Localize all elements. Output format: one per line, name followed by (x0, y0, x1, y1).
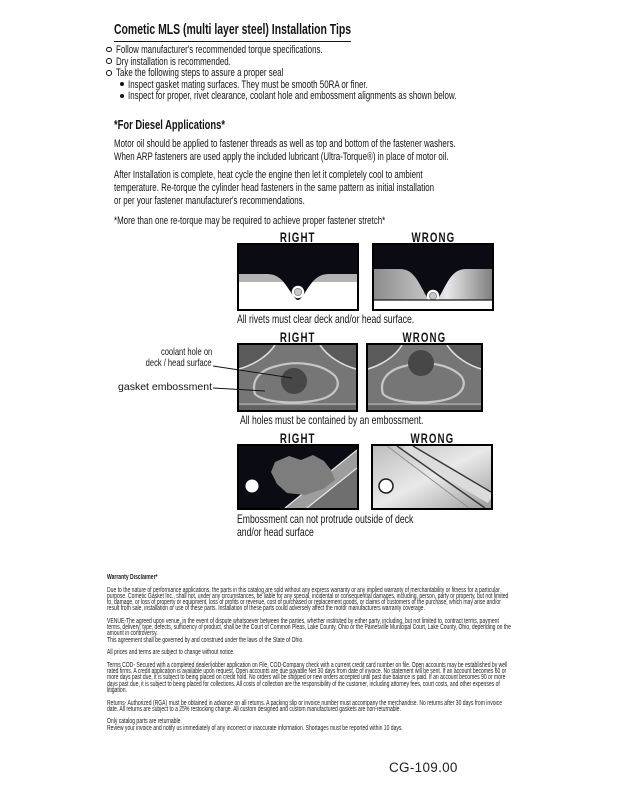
diesel-section (114, 117, 589, 228)
rivet-wrong-art (374, 245, 492, 309)
list-item (106, 44, 584, 56)
wrong-label (366, 330, 483, 343)
hole-wrong-diagram (366, 343, 483, 412)
diagram-labels (237, 230, 494, 243)
coolant-leader-line (213, 366, 292, 378)
disclaimer-paragraph: VENUE-The agreed upon venue, in the event of dispute whatsoever between the parties, whether instituted by either party, including, but not limited to, contract terms, payment terms, delivery, type, defects, sufficiency of product, shall be the Court of Common Pleas, Lake County, Ohio or the Painesville Municipal Court, Lake County, Ohio, depending on the amount in controversy. (107, 618, 511, 638)
disclaimer-paragraph: All prices and terms are subject to change without notice. (107, 649, 235, 657)
diagram-row-rivets (237, 230, 494, 326)
right-label-text: RIGHT (280, 230, 316, 245)
page-number: CG-109.00 (389, 760, 458, 775)
leader-lines (205, 350, 317, 398)
paragraph-line: or per your fastener manufacturer's recommendations. (114, 195, 305, 207)
paragraph-line: After Installation is complete, heat cycle the engine then let it completely cool to ambient (114, 169, 423, 181)
retorque-note-text: *More than one re-torque may be required to achieve proper fastener stretch* (114, 215, 386, 227)
right-label (237, 431, 359, 444)
wrong-label (372, 230, 494, 243)
protrusion-wrong-diagram (371, 444, 493, 510)
diesel-heading-text: *For Diesel Applications* (114, 117, 225, 132)
rivet-right-diagram (237, 243, 359, 311)
disclaimer-paragraph: This agreement shall be governed by and construed under the laws of the State of Ohio. (107, 636, 304, 644)
disclaimer-paragraph: Terms COD- Secured with a completed dealer/jobber application on File, COD-Company check with a current credit card number on file. Open accounts may be established by well rated firms. A credit application is available upon request. Open accounts are due payable Net 30 days from date of invoice. No statement will be sent. If an account becomes 60 or more days past due, it is subject to being placed on credit hold. No orders will be shipped or new orders accepted until past due balance is paid. If an account becomes 90 or more days past due, it is subject to being placed for collections. All costs of collection are the responsibility of the customer, including attorney fees, court costs, and other expenses of litigation. (107, 662, 508, 694)
wrong-label (371, 431, 493, 444)
diesel-heading (114, 117, 589, 132)
page-title-text: Cometic MLS (multi layer steel) Installation Tips (114, 22, 351, 42)
dot-bullet-icon (120, 82, 124, 86)
embossment-leader-line (213, 388, 265, 391)
embossment-label-text: gasket embossment (118, 381, 212, 393)
rivet-right-art (239, 245, 357, 309)
warranty-disclaimer (107, 575, 512, 732)
gasket-embossment-label (100, 382, 212, 393)
hole-caption-text: All holes must be contained by an embossment. (240, 413, 424, 427)
tip-text: Follow manufacturer's recommended torque specifications. (115, 44, 323, 56)
disclaimer-paragraph: Only catalog parts are returnable. (107, 718, 182, 726)
hole-wrong-art (368, 345, 481, 410)
wrong-label-text: WRONG (411, 230, 455, 245)
tip-text: Inspect gasket mating surfaces. They must be smooth 50RA or finer. (128, 78, 368, 91)
protrusion-wrong-art (373, 446, 491, 508)
paragraph-line: temperature. Re-torque the cylinder head fasteners in the same pattern as initial installation (114, 182, 435, 194)
list-item (106, 67, 584, 79)
circle-bullet-icon (106, 47, 112, 53)
bolt-hole (379, 479, 393, 493)
diagram-labels (237, 431, 493, 444)
circle-bullet-icon (106, 58, 112, 64)
coolant-label-line: deck / head surface (146, 357, 212, 369)
disclaimer-paragraph: Review your invoice and notify us immediately of any incorrect or inaccurate information. Shortages must be reported within 10 days. (107, 724, 403, 732)
wrong-label-text: WRONG (402, 330, 447, 345)
rivet-caption (237, 313, 494, 326)
rivet-caption-text: All rivets must clear deck and/or head surface. (237, 312, 415, 326)
sub-list-item (106, 79, 584, 91)
diagram-row-protrusion (237, 431, 493, 538)
protrusion-caption-line: and/or head surface (237, 524, 314, 539)
protrusion-right-diagram (237, 444, 359, 510)
diesel-paragraph-1 (114, 138, 589, 164)
right-label-text: RIGHT (279, 330, 316, 345)
coolant-hole (408, 350, 434, 376)
list-item (106, 56, 584, 68)
paragraph-line: When ARP fasteners are used apply the included lubricant (Ultra-Torque®) in place of motor oil. (114, 151, 449, 163)
diesel-paragraph-2 (114, 169, 589, 208)
sub-list-item (106, 90, 584, 102)
tips-list (106, 44, 584, 102)
tip-text: Dry installation is recommended. (115, 55, 231, 68)
right-label (237, 330, 358, 343)
right-label (237, 230, 359, 243)
coolant-label-line: coolant hole on (160, 346, 212, 358)
rivet-wrong-diagram (372, 243, 494, 311)
bolt-hole (246, 480, 259, 493)
dot-bullet-icon (120, 94, 124, 98)
protrusion-caption-line: Embossment can not protrude outside of deck (237, 512, 414, 526)
retorque-note (114, 215, 589, 228)
coolant-hole-label (100, 347, 212, 369)
tip-text: Inspect for proper, rivet clearance, coolant hole and embossment alignments as shown below. (128, 90, 457, 103)
paragraph-line: Motor oil should be applied to fastener threads as well as top and bottom of the fastener washers. (114, 138, 456, 150)
disclaimer-paragraph: Returns- Authorized (RGA) must be obtained in advance on all returns. A packing slip or invoice number must accompany the merchandise. No returns after 30 days from invoice date. All returns are subject to a 25% restocking charge. All custom designed and custom manufactured gaskets are non-returnable. (107, 699, 502, 713)
wrong-label-text: WRONG (410, 431, 454, 446)
disclaimer-paragraph: Due to the nature of performance applications, the parts in this catalog are sold without any express warranty or any implied warranty of merchantability or fitness for a particular purpose. Cometic Gasket Inc., shall not, under any circumstances, be liable for any special, incidental or consequential damages, including, person, party or property, but not limited to, damage, or loss of property or equipment, loss of profits or revenue, cost of purchased or replacement goods, or claims of customers of the purchase, which may arise and/or result from sale, installation or use of these parts. Installation of these parts could adversely affect the motor manufacturers warranty coverage. (107, 586, 509, 613)
page-title (114, 22, 443, 42)
hole-caption (237, 414, 495, 427)
right-label-text: RIGHT (280, 431, 316, 446)
diagram-labels (237, 330, 495, 343)
protrusion-right-art (239, 446, 357, 508)
circle-bullet-icon (106, 70, 112, 76)
tip-text: Take the following steps to assure a proper seal (115, 67, 283, 80)
protrusion-caption (237, 513, 493, 538)
disclaimer-heading: Warranty Disclaimer* (107, 574, 158, 581)
